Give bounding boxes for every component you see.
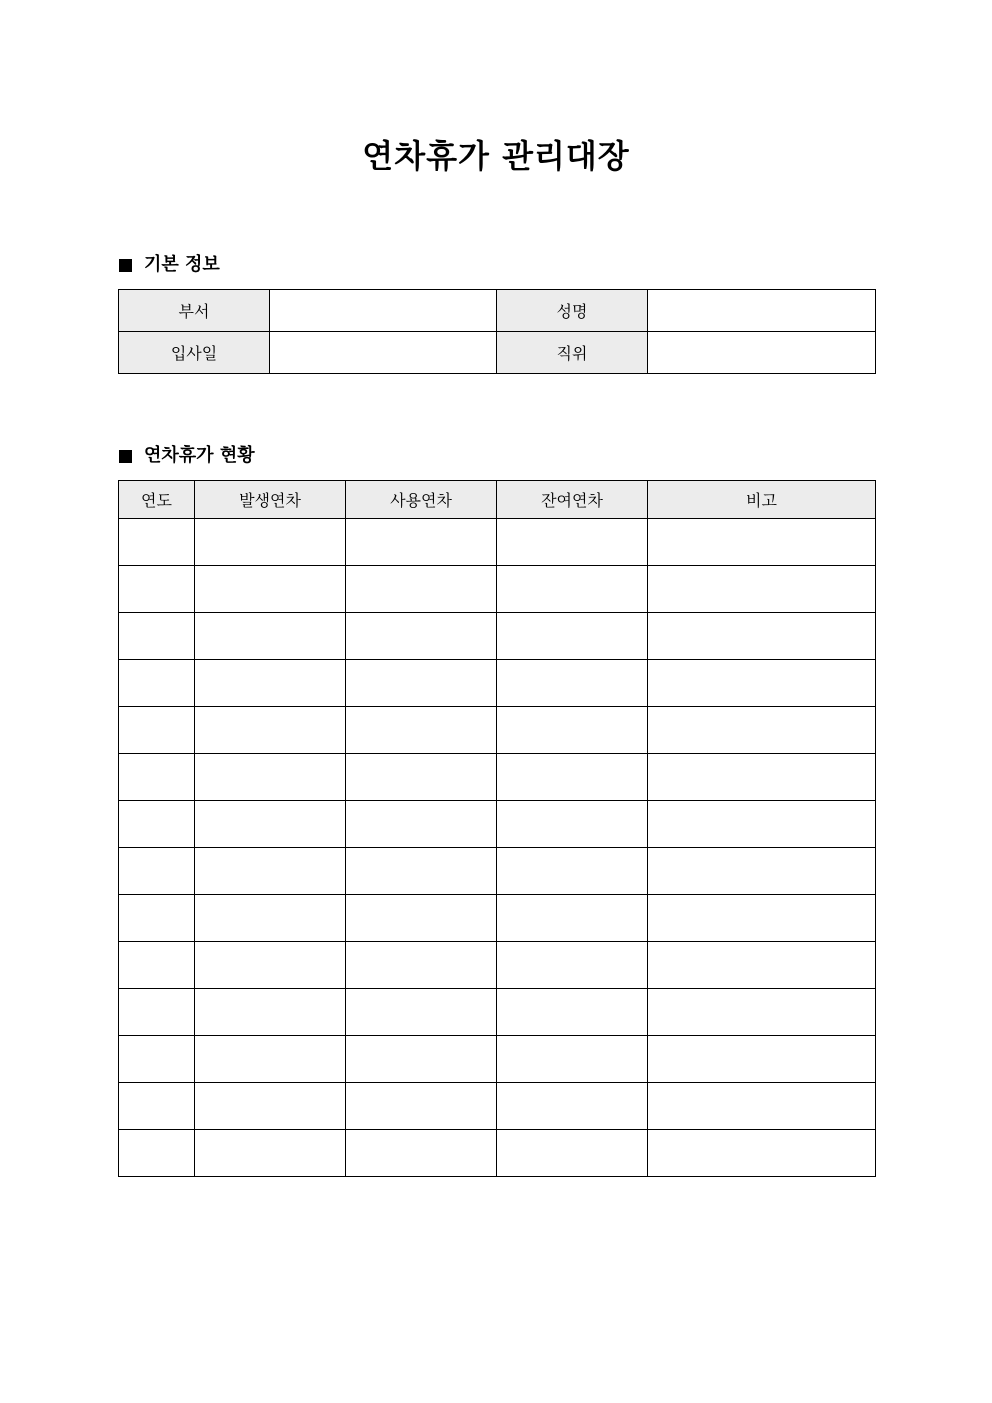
column-header-used: 사용연차 [346, 481, 497, 519]
year-cell[interactable] [119, 754, 195, 801]
table-row [119, 566, 876, 613]
accrued-cell[interactable] [195, 942, 346, 989]
basic-info-heading [119, 252, 220, 278]
remarks-cell[interactable] [648, 660, 876, 707]
position-label: 직위 [497, 332, 648, 374]
accrued-cell[interactable] [195, 707, 346, 754]
basic-info-row [119, 290, 876, 332]
accrued-cell[interactable] [195, 1130, 346, 1177]
column-header-remaining: 잔여연차 [497, 481, 648, 519]
accrued-cell[interactable] [195, 754, 346, 801]
remarks-cell[interactable] [648, 519, 876, 566]
table-row [119, 895, 876, 942]
remarks-cell[interactable] [648, 942, 876, 989]
leave-status-table [118, 480, 876, 1177]
used-cell[interactable] [346, 1083, 497, 1130]
year-cell[interactable] [119, 989, 195, 1036]
year-cell[interactable] [119, 707, 195, 754]
used-cell[interactable] [346, 989, 497, 1036]
table-row [119, 1036, 876, 1083]
remarks-cell[interactable] [648, 1130, 876, 1177]
basic-info-table [118, 289, 876, 374]
table-row [119, 942, 876, 989]
remaining-cell[interactable] [497, 801, 648, 848]
accrued-cell[interactable] [195, 519, 346, 566]
remarks-cell[interactable] [648, 1036, 876, 1083]
remarks-cell[interactable] [648, 707, 876, 754]
table-row [119, 989, 876, 1036]
remarks-cell[interactable] [648, 754, 876, 801]
used-cell[interactable] [346, 707, 497, 754]
used-cell[interactable] [346, 566, 497, 613]
name-field[interactable] [648, 290, 876, 332]
used-cell[interactable] [346, 848, 497, 895]
remaining-cell[interactable] [497, 660, 648, 707]
remarks-cell[interactable] [648, 801, 876, 848]
hire-date-field[interactable] [270, 332, 497, 374]
year-cell[interactable] [119, 1036, 195, 1083]
leave-status-heading [119, 443, 255, 469]
column-header-remarks: 비고 [648, 481, 876, 519]
leave-status-heading-text: 연차휴가 현황 [144, 445, 255, 466]
used-cell[interactable] [346, 1036, 497, 1083]
remarks-cell[interactable] [648, 989, 876, 1036]
square-bullet-icon [119, 259, 132, 272]
used-cell[interactable] [346, 754, 497, 801]
page-title: 연차휴가 관리대장 [362, 137, 630, 175]
hire-date-label: 입사일 [119, 332, 270, 374]
table-row [119, 754, 876, 801]
remarks-cell[interactable] [648, 1083, 876, 1130]
remaining-cell[interactable] [497, 1083, 648, 1130]
basic-info-heading-text: 기본 정보 [144, 254, 220, 275]
leave-status-body [119, 519, 876, 1177]
used-cell[interactable] [346, 660, 497, 707]
accrued-cell[interactable] [195, 566, 346, 613]
used-cell[interactable] [346, 1130, 497, 1177]
remarks-cell[interactable] [648, 848, 876, 895]
position-field[interactable] [648, 332, 876, 374]
year-cell[interactable] [119, 895, 195, 942]
accrued-cell[interactable] [195, 989, 346, 1036]
used-cell[interactable] [346, 801, 497, 848]
year-cell[interactable] [119, 613, 195, 660]
year-cell[interactable] [119, 801, 195, 848]
year-cell[interactable] [119, 566, 195, 613]
table-header-row [119, 481, 876, 519]
basic-info-row [119, 332, 876, 374]
table-row [119, 519, 876, 566]
department-label: 부서 [119, 290, 270, 332]
remaining-cell[interactable] [497, 1036, 648, 1083]
remaining-cell[interactable] [497, 519, 648, 566]
used-cell[interactable] [346, 895, 497, 942]
department-field[interactable] [270, 290, 497, 332]
year-cell[interactable] [119, 1083, 195, 1130]
accrued-cell[interactable] [195, 613, 346, 660]
year-cell[interactable] [119, 519, 195, 566]
name-label: 성명 [497, 290, 648, 332]
used-cell[interactable] [346, 613, 497, 660]
year-cell[interactable] [119, 660, 195, 707]
remarks-cell[interactable] [648, 613, 876, 660]
table-row [119, 1083, 876, 1130]
table-row [119, 848, 876, 895]
remaining-cell[interactable] [497, 707, 648, 754]
column-header-accrued: 발생연차 [195, 481, 346, 519]
remaining-cell[interactable] [497, 942, 648, 989]
remarks-cell[interactable] [648, 895, 876, 942]
table-row [119, 1130, 876, 1177]
table-row [119, 613, 876, 660]
square-bullet-icon [119, 450, 132, 463]
table-row [119, 801, 876, 848]
remaining-cell[interactable] [497, 613, 648, 660]
used-cell[interactable] [346, 519, 497, 566]
remaining-cell[interactable] [497, 1130, 648, 1177]
remaining-cell[interactable] [497, 989, 648, 1036]
remaining-cell[interactable] [497, 848, 648, 895]
accrued-cell[interactable] [195, 801, 346, 848]
accrued-cell[interactable] [195, 1083, 346, 1130]
remaining-cell[interactable] [497, 895, 648, 942]
accrued-cell[interactable] [195, 895, 346, 942]
table-row [119, 707, 876, 754]
table-row [119, 660, 876, 707]
column-header-year: 연도 [119, 481, 195, 519]
accrued-cell[interactable] [195, 1036, 346, 1083]
year-cell[interactable] [119, 942, 195, 989]
remaining-cell[interactable] [497, 566, 648, 613]
accrued-cell[interactable] [195, 660, 346, 707]
remaining-cell[interactable] [497, 754, 648, 801]
used-cell[interactable] [346, 942, 497, 989]
year-cell[interactable] [119, 1130, 195, 1177]
accrued-cell[interactable] [195, 848, 346, 895]
year-cell[interactable] [119, 848, 195, 895]
remarks-cell[interactable] [648, 566, 876, 613]
